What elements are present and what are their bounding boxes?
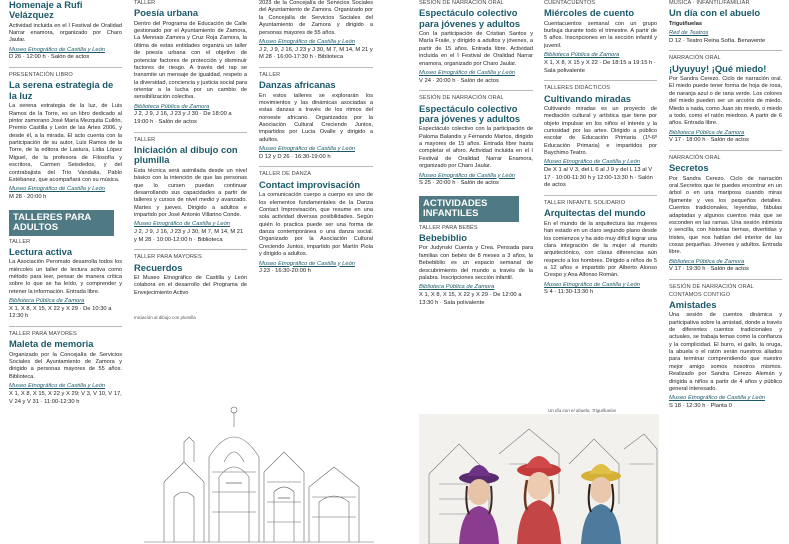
event-category: TALLER: [134, 0, 156, 6]
column-6: [669, 0, 782, 544]
event-description: Esta técnica será asimilada desde un nivel básico con la intención de que las personas que lo cursen puedan continuar desarrollando sus capacidades a partir de talleres y cursos de nivel medio y avanzado. Martes y jueves. Dirigido a adultos e impartido por José Antonio Villarino Conde.: [134, 167, 247, 219]
event-dates: J 23 · 16:30-20:00 h: [259, 268, 311, 275]
event-category: TALLER INFANTIL SOLIDARIO: [544, 200, 626, 207]
event-dates: X 1, X 8, X 15, X 22 y X 29 · De 10:30 a 12:30 h: [9, 305, 112, 320]
event-title: Miércoles de cuento: [544, 7, 635, 19]
event-danzas-africanas: [259, 72, 373, 162]
event-description: Actividad incluida en el I Festival de Oralidad Narrar enamora, organizado por Charo Jaular.: [9, 22, 122, 44]
event-recuerdos-cont: [259, 0, 373, 62]
event-espectaculo-1: [419, 0, 533, 85]
event-venue-link[interactable]: Museo Etnográfico de Castilla y León: [544, 159, 641, 166]
event-venue-link[interactable]: Museo Etnográfico de Castilla y León: [9, 383, 106, 390]
event-dia-abuelo: [669, 0, 782, 45]
event-venue-link[interactable]: Museo Etnográfico de Castilla y León: [259, 260, 356, 267]
event-title: Arquitectas del mundo: [544, 207, 646, 219]
event-dates: De X 1 al V 3, del L 6 al J 9 y del L 13 al V 17 · 10:00-11:30 h y 12:00-13:30 h · Salón de actos: [544, 167, 653, 189]
divider: [419, 90, 533, 91]
column-4: [419, 0, 533, 400]
event-description: El Museo Etnográfico de Castilla y León colabora en el desarrollo del Programa de Envejecimiento Activo: [134, 275, 247, 296]
divider: [9, 326, 122, 327]
event-category: TALLER PARA MAYORES: [134, 254, 202, 261]
event-dates: X 1, X 8, X 15 y X 22 · De 18:15 a 19:15 h · Sala polivalente: [544, 59, 656, 74]
event-title: Cultivando miradas: [544, 92, 631, 104]
event-category: NARRACIÓN ORAL: [669, 155, 721, 161]
event-title: Lectura activa: [9, 245, 73, 257]
event-homenaje: [9, 0, 122, 62]
event-title: Espectáculo colectivo para jóvenes y adultos: [419, 102, 521, 124]
event-category: NARRACIÓN ORAL: [669, 55, 721, 62]
divider: [9, 67, 122, 68]
storytellers-photo: [419, 414, 659, 544]
divider: [544, 195, 657, 196]
event-category: TALLER PARA MAYORES: [9, 331, 77, 338]
event-title: Danzas africanas: [259, 79, 336, 91]
event-description: 2023 de la Concejalía de Servicios Sociales del Ayuntamiento de Zamora. Organizado por la Concejalía de Servicios Sociales del Ayuntamiento de Zamora y dirigido a personas mayores de 55 años.: [259, 0, 373, 36]
event-secretos: [669, 155, 782, 274]
event-dates: D 12 · Teatro Reina Sofía. Benavente: [669, 37, 766, 44]
event-description: En el mundo de la arquitectura las mujeres han estado en un claro segundo plano desde los comienzos y ha sido muy difícil lograr una clara integración de la mujer al mundo arquitectónico, con claras diferencias aún respecto a los hombres. Dirigido a niños de 5 a 12 años e impartido por Alberto Alonso Crespo y Ana Alfonso Román.: [544, 220, 657, 279]
event-venue-link[interactable]: Museo Etnográfico de Castilla y León: [134, 221, 231, 228]
event-category: TALLER PARA BEBÉS: [419, 224, 478, 231]
divider: [259, 166, 373, 167]
image-caption: Iniciación al dibujo con plumilla: [134, 315, 196, 321]
event-description: Espectáculo colectivo con la participación de Paloma Balandis y Fernando Martos, dirigido a mayores de 15 años. Entrada libre hasta completar el aforo. Actividad incluida en el I Festival de Oralidad Narrar Enamora, organizado por Charo Jaular.: [419, 126, 533, 170]
event-category: TALLERES DIDÁCTICOS: [544, 85, 611, 92]
divider: [669, 150, 782, 151]
event-description: La Asociación Peromato desarrolla todos los miércoles un taller de lectura activa como método para leer, pensar de manera crítica sobre lo que se ha leído, y comprender y retener la información. Entrada libre.: [9, 259, 122, 295]
photo-caption: Un día con el abuelo, Triguiñuelas: [548, 408, 616, 413]
event-category: TALLER DE DANZA: [259, 171, 312, 178]
event-description: Por Judynski Cuenta y Crea. Pensada para familias con bebés de 8 meses a 3 años, la Bebebiblio es un espacio semanal de descubrimiento del mundo a través de la palabra. Inscripciones sección infantil.: [419, 245, 533, 281]
event-dates: S 18 · 12:30 h · Planta 0: [669, 402, 732, 409]
event-dates: J 2, J 9, J 16, J 23 y J 30, M 7, M 14, M 21 y M 28 · 16:00-17:30 h · Biblioteca: [259, 46, 373, 61]
event-description: Triguiñuelas: [669, 20, 702, 27]
event-maleta-memoria: [9, 331, 122, 406]
event-dates: V 17 · 19:30 h · Salón de actos: [669, 266, 749, 273]
event-description: Dentro del Programa de Educación de Calle gestionado por el Ayuntamiento de Zamora, La Mennais Zamora y Cruz Roja Zamora, la última de estas entidades organiza un taller de poesía urbana con el objetivo de potenciar factores de protección y disminuir factores de riesgo. A través del rap se transmite un mensaje de igualdad, respeto a la diversidad, conciencia y justicia social para orientar a la lucha por un cambio de sensibilización colectiva.: [134, 20, 247, 101]
event-title: ¡Uyuyuy! ¡Qué miedo!: [669, 62, 767, 74]
event-description: La serena estrategia de la luz, de Luis Ramos de la Torre, es un libro dedicado al pintor zamorano José María Mezquita Cullón, Premio Castilla y León de las Artes 2006, y desde él, a la mirada. El acto cuenta con la participación de su autor, Luis Ramos de la Torre, de la editora de Lastura, Lidia López Miguel, de la profesora de Filosofía y escritora, Carmen Seisdedos, y del contrabajista del Trío Vandalia, Pablo Estébanez, que acompañará con su música.: [9, 103, 122, 183]
event-description: Con la participación de Cristian Santos y María Fraile, y dirigido a adultos y jóvenes, a partir de 15 años. Entrada libre. Actividad incluida en el I Festival de Oralidad Narrar enamora, organizado por Charo Jaular.: [419, 31, 533, 67]
event-serena-estrategia: [9, 72, 122, 201]
event-title: Secretos: [669, 162, 709, 174]
divider: [259, 67, 373, 68]
event-venue-link[interactable]: Biblioteca Pública de Zamora: [419, 284, 495, 291]
event-miercoles-cuento: [544, 0, 657, 75]
event-venue-link[interactable]: Museo Etnográfico de Castilla y León: [419, 172, 516, 179]
event-dates: S 4 · 11:30-13:30 h: [544, 289, 594, 296]
divider: [134, 249, 247, 250]
event-dates: V 17 · 18:00 h · Salón de actos: [669, 137, 749, 144]
event-dibujo-plumilla: [134, 137, 247, 245]
event-venue-link[interactable]: Museo Etnográfico de Castilla y León: [544, 281, 641, 288]
event-title: Amistades: [669, 298, 717, 310]
event-category: SESIÓN DE NARRACIÓN ORAL: [419, 95, 504, 102]
event-category: TALLER: [9, 238, 31, 245]
event-venue-link[interactable]: Biblioteca Pública de Zamora: [669, 129, 745, 136]
column-3: [259, 0, 373, 400]
event-description: En estos talleres se explorarán los movimientos y las dinámicas asociadas a estas danzas a través de los ritmos del noroeste africano. Organizados por la Asociación Cultural Creciendo Juntos, impartidos por Lucia Ovalle y dirigido a adultos.: [259, 92, 373, 143]
column-5: [544, 0, 657, 400]
event-title: Maleta de memoria: [9, 338, 94, 350]
event-dates: J 2, J 9, J 16, J 23 y J 30, M 7, M 14, M 21 y M 28 · 10:00-12:00 h · Biblioteca: [134, 229, 244, 243]
event-recuerdos: [134, 254, 247, 321]
event-venue-link[interactable]: Biblioteca Pública de Zamora: [134, 103, 210, 110]
divider: [134, 132, 247, 133]
event-category: TALLER: [259, 71, 281, 78]
event-title: Iniciación al dibujo con plumilla: [134, 144, 238, 166]
divider: [669, 279, 782, 280]
event-amistades: [669, 284, 782, 411]
event-venue-link[interactable]: Biblioteca Pública de Zamora: [544, 52, 620, 59]
event-description: La comunicación cuerpo a cuerpo es uno de los elementos fundamentales de la Danza Contact Improvisación, que resume en una sola actividad diversas posibilidades. Según quién lo practica puede ser una forma de danza contemporánea o una danza social. Organizado por la Asociación Cultural Creciendo Juntos, impartido por Martín Piola y dirigido a adultos.: [259, 192, 373, 258]
pen-drawing-illustration: [134, 402, 384, 544]
event-venue-link[interactable]: Biblioteca Pública de Zamora: [669, 258, 745, 265]
event-arquitectas: [544, 200, 657, 297]
event-title: Espectáculo colectivo para jóvenes y adultos: [419, 7, 521, 29]
event-title: Homenaje a Rufi Velázquez: [9, 0, 83, 21]
event-description: Organizado por la Concejalía de Servicios Sociales del Ayuntamiento de Zamora y dirigido a personas mayores de 55 años. Biblioteca.: [9, 351, 122, 380]
event-contact-improvisacion: [259, 171, 373, 275]
event-cultivando-miradas: [544, 85, 657, 190]
event-dates: X 1, X 8, X 15, X 22 y X 29; V 3, V 10, V 17, V 24 y V 31 · 11:00-12:30 h: [9, 390, 122, 405]
event-description: Cuentacuentos semanal con un grupo burbuja durante todo el trimestre. A partir de 5 años. Inscripciones en la sección infantil y juvenil.: [544, 20, 657, 49]
event-dates: M 28 · 20:00 h: [9, 193, 47, 200]
section-banner-actividades-infantiles: ACTIVIDADES INFANTILES: [419, 196, 519, 222]
event-venue-link[interactable]: Museo Etnográfico de Castilla y León: [259, 38, 356, 45]
event-dates: S 25 · 20:00 h · Salón de actos: [419, 180, 499, 187]
event-dates: D 26 · 12:00 h · Salón de actos: [9, 54, 90, 61]
event-category: TALLER: [134, 136, 156, 143]
section-banner-talleres-adultos: TALLERES PARA ADULTOS: [9, 210, 114, 236]
divider: [669, 50, 782, 51]
event-dates: D 12 y D 26 · 16:30-19:00 h: [259, 153, 331, 160]
event-venue-link[interactable]: Museo Etnográfico de Castilla y León: [259, 146, 356, 153]
event-description: Cultivando miradas es un proyecto de mediación cultural y artística que tiene por objeto impulsar en los niños el interés y la curiosidad por las artes. Dirigido a público escolar de Educación Primaria (1º-6º Educación Primaria) e impartidos por Baychimo Teatro.: [544, 105, 657, 157]
event-venue-link[interactable]: Museo Etnográfico de Castilla y León: [669, 395, 766, 402]
event-venue-link[interactable]: Museo Etnográfico de Castilla y León: [419, 69, 516, 76]
event-category: SESIÓN DE NARRACIÓN ORAL: [419, 0, 504, 6]
event-category: PRESENTACIÓN LIBRO: [9, 72, 73, 79]
event-venue-link[interactable]: Biblioteca Pública de Zamora: [9, 298, 85, 305]
event-venue-link[interactable]: Museo Etnográfico de Castilla y León: [9, 186, 106, 193]
column-1: [9, 0, 122, 544]
event-dates: V 24 · 20:00 h · Salón de actos: [419, 77, 499, 84]
event-title: Recuerdos: [134, 261, 183, 273]
event-dates: X 1, X 8, X 15, X 22 y X 29 · De 12:00 a 13:30 h · Sala polivalente: [419, 291, 522, 306]
event-category: CUENTACUENTOS: [544, 0, 596, 6]
event-venue-link[interactable]: Red de Teatros: [669, 30, 709, 37]
event-title: La serena estrategia de la luz: [9, 79, 114, 101]
event-description: Una sesión de cuentos dinámica y participativa sobre la amistad, donde a través de diferentes cuentos tradicionales y actuales, se trabaja temas como la confianza y la complicidad. El burro, el gallo, la oruga, la abuela o el ratón serán nuestros aliados para terminar comprendiendo que nuestro mejor amigo somos nosotros mismos. Realizado por Sandra Cerezo Alemán y dirigida a niños a partir de 4 años y público general interesado.: [669, 312, 782, 392]
event-dates: J 2, J 9, J 16, J 23 y J 30 · De 18:00 a 19:00 h · Salón de actos: [134, 111, 232, 126]
event-description: Por Sandra Cerezo. Ciclo de narración oral.Secretos que te puedes encontrar en un árbol o en una mariposa cuando miras fijamente y ves los pequeños detalles. Cuentos tradicionales, leyendas, fábulas adaptadas y algunos cuentos más que se esconden en las ramas. Una sesión intimista y sencilla, con historias tiernas, divertidas y tristes, que nos hablan del interior de las cosas pequeñas. Jóvenes y adultos. Entrada libre.: [669, 175, 782, 256]
event-title: Bebebiblio: [419, 232, 467, 244]
event-venue-link[interactable]: Museo Etnográfico de Castilla y León: [9, 46, 106, 53]
event-category: SESIÓN DE NARRACIÓN ORAL CONTAMOS CONTIGO: [669, 284, 754, 298]
event-bebebiblio: [419, 225, 533, 308]
event-description: Por Sandra Cerezo. Ciclo de narración oral. El miedo puede tener forma de hoja de rosa, de naranja azul o de rana verde. Los colores del miedo pueden ser un arcoíris de miedo. Miedo a nada, como Juan sin miedo, o miedo a todo, como el ratón miedoso. A partir de 6 años. Entrada libre.: [669, 76, 782, 127]
event-espectaculo-2: [419, 95, 533, 188]
event-title: Poesía urbana: [134, 7, 199, 19]
event-lectura-activa: [9, 239, 122, 322]
event-category: MÚSICA · INFANTIL/FAMILIAR: [669, 0, 750, 6]
event-uyuyuy: [669, 55, 782, 145]
event-title: Contact improvisación: [259, 178, 361, 190]
divider: [544, 80, 657, 81]
event-title: Un día con el abuelo: [669, 7, 761, 19]
event-poesia-urbana: [134, 0, 247, 127]
